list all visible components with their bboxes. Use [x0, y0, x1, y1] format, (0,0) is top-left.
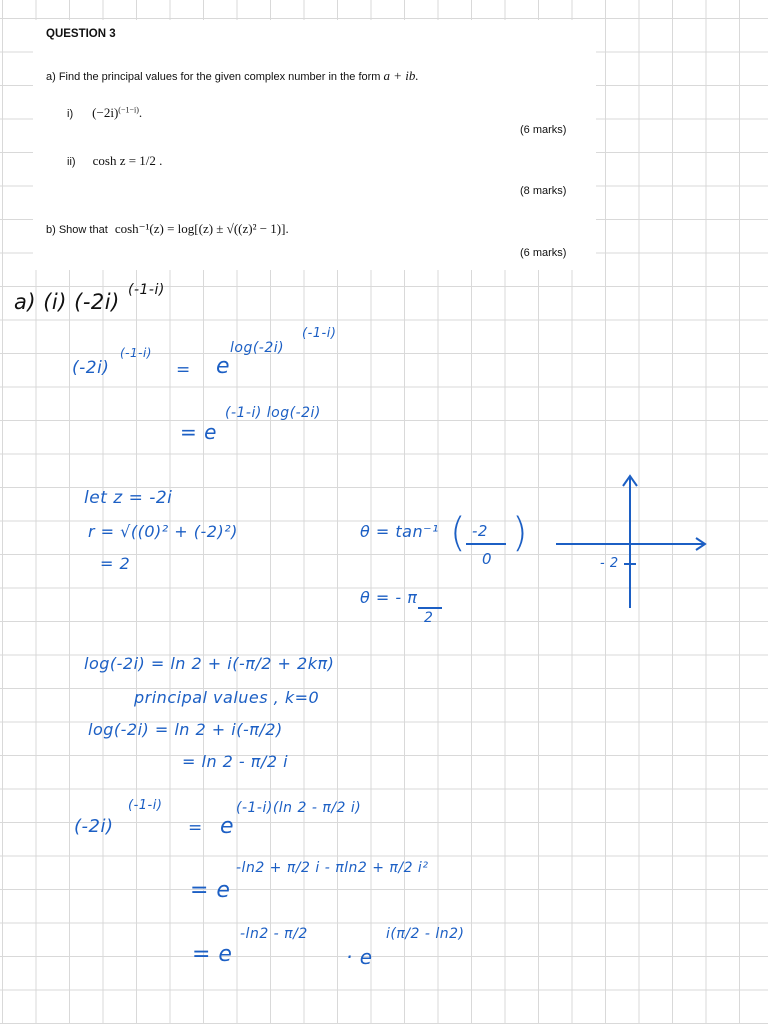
r-value: = 2 [100, 554, 131, 573]
theta-denominator: 0 [482, 550, 493, 568]
result3-dot: · e [346, 945, 373, 969]
principal-values: principal values , k=0 [134, 688, 320, 707]
part-a-text [46, 68, 419, 84]
result3: = e [192, 942, 233, 967]
part-a-ii-marks: (8 marks) [520, 185, 567, 197]
line1-left: (-2i) [72, 358, 110, 378]
part-a-i-base: (−2i) [92, 105, 119, 120]
theta2-denominator: 2 [424, 610, 434, 626]
part-b-marks: (6 marks) [520, 247, 567, 259]
result-left-exp: (-1-i) [128, 798, 163, 813]
theta2-fraction-bar [418, 607, 442, 609]
part-b-expr: cosh⁻¹(z) = log[(z) ± √((z)² − 1)]. [114, 221, 289, 236]
line1-base: e [216, 354, 231, 379]
result-base: e [220, 814, 235, 839]
log-line1: log(-2i) = ln 2 + i(-π/2 + 2kπ) [84, 654, 335, 673]
line1-exp: log(-2i) [230, 340, 285, 356]
line2-exp: (-1-i) log(-2i) [225, 405, 321, 421]
line1-left-exp: (-1-i) [120, 346, 152, 360]
log-line3: = ln 2 - π/2 i [182, 752, 289, 771]
axis-label: - 2 [600, 556, 619, 571]
part-a-ii-label: ii) [67, 156, 76, 168]
result-eq: = [188, 818, 203, 838]
result-exp: (-1-i)(ln 2 - π/2 i) [236, 800, 362, 816]
result3-exp2: i(π/2 - ln2) [386, 926, 465, 942]
theta-line2: θ = - π [360, 588, 418, 607]
question-title: QUESTION 3 [46, 28, 116, 40]
part-a-ii [67, 153, 162, 169]
heading-exponent: (-1-i) [128, 282, 165, 298]
part-b-text: b) Show that [46, 224, 108, 236]
part-b [46, 221, 289, 237]
result3-exp: -ln2 - π/2 [240, 926, 308, 942]
log-line2: log(-2i) = ln 2 + i(-π/2) [88, 720, 283, 739]
heading-text: a) (i) (-2i) [14, 290, 120, 314]
part-a-i-label: i) [67, 108, 74, 120]
let-line: let z = -2i [84, 488, 173, 508]
r-line: r = √((0)² + (-2)²) [88, 522, 238, 541]
line1-eq: = [176, 360, 191, 380]
solution-heading [14, 290, 120, 314]
theta-line1: θ = tan⁻¹ [360, 522, 439, 541]
line1-exp2: (-1-i) [302, 326, 337, 341]
part-a-instruction: a) Find the principal values for the given complex number in the form [46, 71, 381, 83]
result-left: (-2i) [74, 816, 114, 837]
theta-numerator: -2 [472, 522, 488, 540]
part-a-i: i) $(-2i)^{(-1-i)}$. [67, 105, 143, 120]
theta-open-paren: ( [450, 510, 467, 556]
part-a-ii-expr: cosh z = 1/2 . [92, 153, 163, 168]
line2: = e [180, 420, 217, 444]
part-a-form: a + ib. [383, 68, 419, 83]
part-a-i-marks: (6 marks) [520, 124, 567, 136]
argand-axes-sketch [550, 470, 720, 615]
part-a-i-exp: (−1−i) [118, 105, 139, 115]
result2: = e [190, 878, 231, 903]
theta-close-paren: ) [512, 510, 529, 556]
result2-exp: -ln2 + π/2 i - πln2 + π/2 i² [236, 860, 429, 876]
theta-fraction-bar [466, 543, 506, 545]
